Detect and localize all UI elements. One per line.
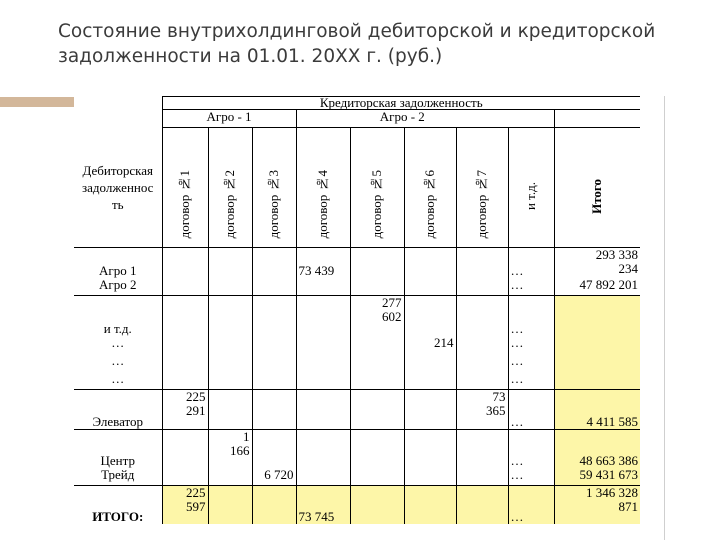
contract-4-header: договор №4	[296, 128, 350, 248]
slide-title: Состояние внутрихолдинговой дебиторской и кредиторской задолженности на 01.01. 20XX г. (руб.)	[58, 21, 656, 67]
cell-elevator-c7: 73 365	[456, 390, 508, 430]
contract-3-header: договор №3	[252, 128, 296, 248]
row-label-center: Центр	[74, 430, 162, 468]
cell-center-c2: 1 166	[208, 430, 252, 468]
row-label-dots2: …	[111, 353, 125, 368]
cell-dots3-etc: …	[508, 372, 554, 390]
cell-center-etc: …	[508, 430, 554, 468]
row-label-dots3: …	[111, 371, 125, 386]
cell-etc-etc: …	[508, 296, 554, 336]
row-label-itogo: ИТОГО:	[74, 486, 162, 524]
cell-agro1-total: 293 338 234	[554, 248, 640, 278]
cell-elevator-total: 4 411 585	[554, 390, 640, 430]
contract-5-header: договор №5	[350, 128, 404, 248]
cell-itogo-etc: …	[508, 486, 554, 524]
agro2-header: Агро - 2	[296, 110, 508, 128]
divider-line	[664, 96, 665, 540]
agro1-header: Агро - 1	[162, 110, 296, 128]
contract-1-header: договор №1	[162, 128, 208, 248]
cell-trade-etc: …	[508, 468, 554, 486]
cell-etc-c5: 277 602	[350, 296, 404, 336]
cell-dots2-etc: …	[508, 354, 554, 372]
row-label-trade: Трейд	[101, 467, 135, 482]
cell-trade-total: 59 431 673	[554, 468, 640, 486]
cell-center-total: 48 663 386	[554, 430, 640, 468]
cell-agro1-c4: 73 439	[296, 248, 350, 278]
row-label-elevator: Элеватор	[74, 390, 162, 430]
cell-elevator-c1: 225 291	[162, 390, 208, 430]
contract-7-header: договор №7	[456, 128, 508, 248]
cell-itogo-c4: 73 745	[296, 486, 350, 524]
row-label-agro2: Агро 2	[99, 277, 137, 292]
cell-itogo-c1: 225 597	[162, 486, 208, 524]
debt-table	[74, 96, 640, 524]
cell-elevator-etc: …	[508, 390, 554, 430]
cell-agro2-total: 47 892 201	[554, 278, 640, 296]
contract-6-header: договор №6	[404, 128, 456, 248]
contract-2-header: договор №2	[208, 128, 252, 248]
cell-dots1-etc: …	[508, 336, 554, 354]
cell-dots1-c6: 214	[404, 336, 456, 354]
total-header: Итого	[554, 128, 640, 248]
row-label-dots1: …	[111, 335, 125, 350]
cell-agro2-etc: …	[508, 278, 554, 296]
credit-group-header: Кредиторская задолженность	[162, 97, 640, 110]
cell-trade-c3: 6 720	[252, 468, 296, 486]
row-label-etc: и т.д.	[74, 296, 162, 336]
accent-bar	[0, 97, 74, 107]
cell-agro1-etc: …	[508, 248, 554, 278]
cell-itogo-total: 1 346 328 871	[554, 486, 640, 524]
debit-header-label: Дебиторская задолженность	[82, 163, 154, 213]
etc-header: и т.д.	[508, 128, 554, 248]
debit-header-cell	[74, 97, 162, 248]
row-label-agro1: Агро 1	[74, 248, 162, 278]
